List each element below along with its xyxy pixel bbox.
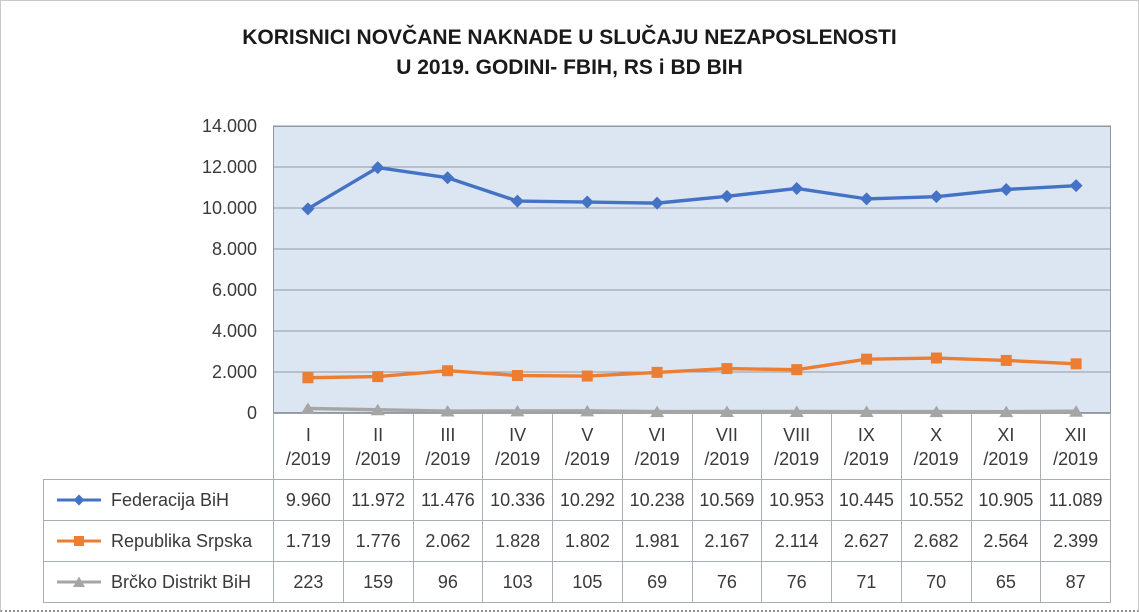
value-cell: 103: [483, 562, 552, 602]
y-axis-tick-label: 10.000: [201, 198, 257, 218]
value-cell: 2.167: [693, 521, 762, 561]
value-cell: 76: [693, 562, 762, 602]
month-numeral: IX: [857, 424, 875, 445]
value-cell: 10.569: [693, 480, 762, 520]
square-marker: [1071, 358, 1082, 369]
legend-cell: [44, 521, 273, 561]
value-cell: 1.802: [553, 521, 622, 561]
x-axis-header: [273, 413, 1111, 479]
chart-title-line2: U 2019. GODINI- FBIH, RS i BD BIH: [396, 56, 743, 79]
value-cell: 11.476: [414, 480, 483, 520]
square-marker: [582, 371, 593, 382]
month-year: /2019: [1053, 448, 1099, 469]
square-marker: [512, 370, 523, 381]
value-cell: 96: [414, 562, 483, 602]
y-axis-tick-label: 2.000: [211, 362, 257, 382]
value-cell: 10.552: [902, 480, 971, 520]
series-name: Brčko Distrikt BiH: [111, 571, 252, 592]
value-cell: 159: [344, 562, 413, 602]
value-cell: 76: [762, 562, 831, 602]
month-year: /2019: [913, 448, 959, 469]
month-year: /2019: [285, 448, 331, 469]
month-numeral: I: [305, 424, 311, 445]
value-cell: 1.981: [623, 521, 692, 561]
month-header-cell: [483, 414, 552, 479]
value-cell: 10.445: [832, 480, 901, 520]
square-marker: [861, 354, 872, 365]
month-numeral: IV: [509, 424, 527, 445]
month-numeral: III: [440, 424, 456, 445]
value-cell: 1.828: [483, 521, 552, 561]
plot-area: [273, 126, 1111, 413]
y-axis-tick-label: 12.000: [201, 157, 257, 177]
value-cell: 11.089: [1041, 480, 1110, 520]
month-numeral: VII: [715, 424, 738, 445]
month-header-cell: [623, 414, 692, 479]
square-marker: [372, 371, 383, 382]
y-axis-tick-label: 14.000: [201, 116, 257, 136]
square-marker: [74, 536, 84, 546]
month-header-cell: [972, 414, 1041, 479]
legend-marker-square: [56, 534, 102, 548]
data-table: [43, 479, 1111, 603]
value-cell: 1.719: [274, 521, 343, 561]
month-year: /2019: [495, 448, 541, 469]
value-cell: 70: [902, 562, 971, 602]
y-axis-tick-label: 4.000: [211, 321, 257, 341]
month-year: /2019: [704, 448, 750, 469]
value-cell: 71: [832, 562, 901, 602]
square-marker: [791, 364, 802, 375]
month-header-cell: [553, 414, 622, 479]
month-numeral: VI: [648, 424, 666, 445]
series-name: Federacija BiH: [111, 489, 230, 510]
month-header-cell: [1041, 414, 1110, 479]
legend-cell: [44, 562, 273, 602]
diamond-marker: [74, 495, 85, 506]
month-numeral: VIII: [783, 424, 811, 445]
value-cell: 10.238: [623, 480, 692, 520]
value-cell: 10.905: [972, 480, 1041, 520]
month-header-cell: [274, 414, 343, 479]
month-numeral: XI: [997, 424, 1015, 445]
legend-marker-triangle: [56, 575, 102, 589]
square-marker: [652, 367, 663, 378]
y-axis-tick-label: 8.000: [211, 239, 257, 259]
square-marker: [931, 353, 942, 364]
square-marker: [442, 365, 453, 376]
value-cell: 69: [623, 562, 692, 602]
month-year: /2019: [983, 448, 1029, 469]
value-cell: 2.062: [414, 521, 483, 561]
value-cell: 9.960: [274, 480, 343, 520]
month-numeral: XII: [1064, 424, 1087, 445]
value-cell: 10.292: [553, 480, 622, 520]
month-header-cell: [832, 414, 901, 479]
value-cell: 105: [553, 562, 622, 602]
value-cell: 87: [1041, 562, 1110, 602]
month-year: /2019: [843, 448, 889, 469]
month-year: /2019: [564, 448, 610, 469]
chart-title-line1: KORISNICI NOVČANE NAKNADE U SLUČAJU NEZAPOSLENOSTI: [242, 26, 897, 49]
month-header-cell: [762, 414, 831, 479]
value-cell: 65: [972, 562, 1041, 602]
value-cell: 2.564: [972, 521, 1041, 561]
month-year: /2019: [634, 448, 680, 469]
value-cell: 1.776: [344, 521, 413, 561]
month-numeral: II: [373, 424, 384, 445]
value-cell: 10.953: [762, 480, 831, 520]
square-marker: [1001, 355, 1012, 366]
month-numeral: V: [581, 424, 594, 445]
value-cell: 11.972: [344, 480, 413, 520]
legend-cell: [44, 480, 273, 520]
month-numeral: X: [930, 424, 943, 445]
month-year: /2019: [355, 448, 401, 469]
month-header-cell: [344, 414, 413, 479]
month-header-cell: [414, 414, 483, 479]
value-cell: 2.399: [1041, 521, 1110, 561]
month-header-cell: [902, 414, 971, 479]
month-year: /2019: [774, 448, 820, 469]
value-cell: 2.114: [762, 521, 831, 561]
y-axis-tick-label: 6.000: [211, 280, 257, 300]
value-cell: 2.682: [902, 521, 971, 561]
series-name: Republika Srpska: [111, 530, 253, 551]
y-axis-tick-label: 0: [246, 403, 257, 423]
month-year: /2019: [425, 448, 471, 469]
value-cell: 2.627: [832, 521, 901, 561]
square-marker: [721, 363, 732, 374]
value-cell: 10.336: [483, 480, 552, 520]
value-cell: 223: [274, 562, 343, 602]
month-header-cell: [693, 414, 762, 479]
legend-marker-diamond: [56, 493, 102, 507]
square-marker: [302, 372, 313, 383]
